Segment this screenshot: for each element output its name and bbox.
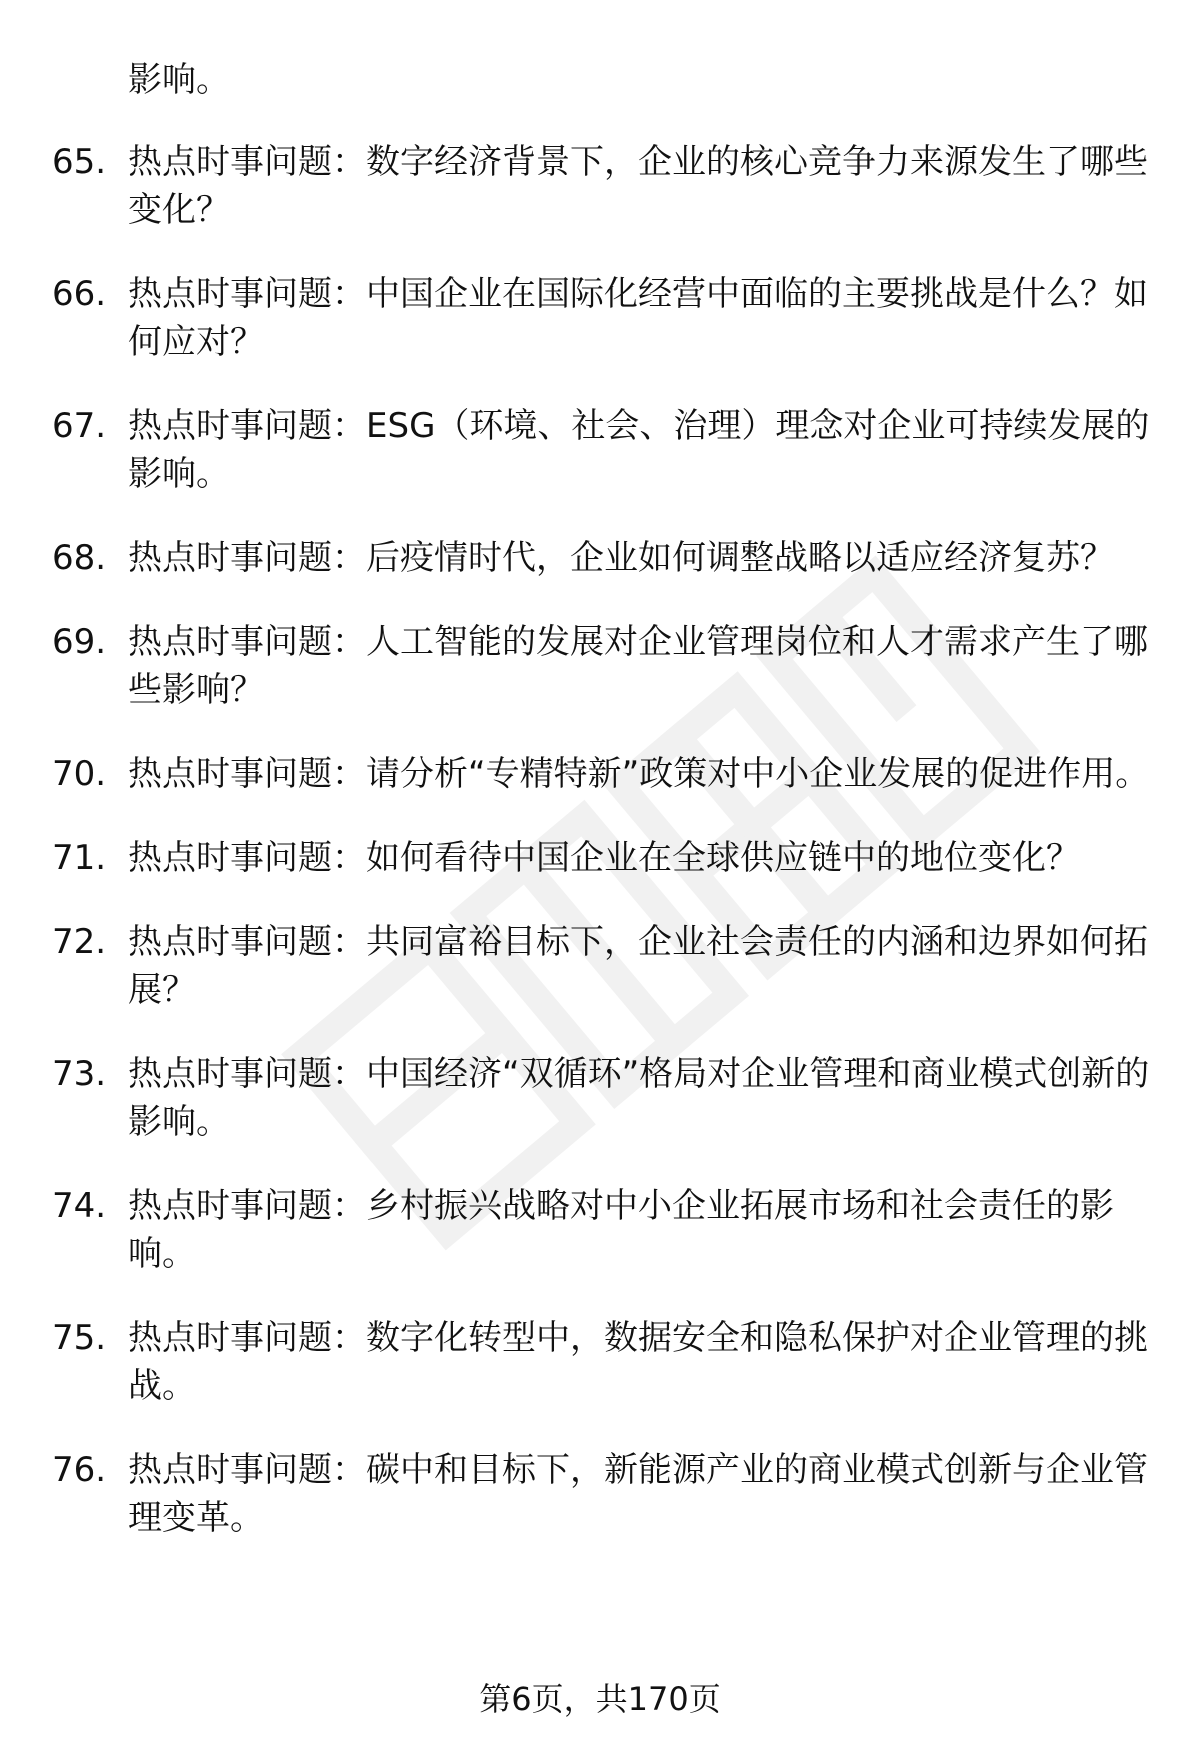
item-text: 热点时事问题：数字化转型中，数据安全和隐私保护对企业管理的挑战。	[128, 1318, 1148, 1406]
item-text: 热点时事问题：后疫情时代，企业如何调整战略以适应经济复苏？	[128, 538, 1114, 578]
item-text: 热点时事问题：中国经济“双循环”格局对企业管理和商业模式创新的影响。	[128, 1054, 1150, 1142]
list-item	[52, 1314, 1152, 1410]
list-item	[52, 918, 1152, 1014]
question-list	[52, 138, 1152, 1542]
item-text: 热点时事问题：碳中和目标下，新能源产业的商业模式创新与企业管理变革。	[128, 1450, 1148, 1538]
list-item	[52, 1446, 1152, 1542]
item-text: 热点时事问题：数字经济背景下，企业的核心竞争力来源发生了哪些变化？	[128, 142, 1148, 230]
list-item	[52, 750, 1152, 798]
item-text: 热点时事问题：ESG（环境、社会、治理）理念对企业可持续发展的影响。	[128, 406, 1150, 494]
item-number: 68.	[52, 538, 107, 578]
item-number: 76.	[52, 1450, 107, 1490]
list-item	[52, 534, 1152, 582]
item-text: 热点时事问题：共同富裕目标下，企业社会责任的内涵和边界如何拓展？	[128, 922, 1148, 1010]
item-text: 热点时事问题：乡村振兴战略对中小企业拓展市场和社会责任的影响。	[128, 1186, 1114, 1274]
item-number: 71.	[52, 838, 107, 878]
item-number: 66.	[52, 274, 107, 314]
item-text: 热点时事问题：如何看待中国企业在全球供应链中的地位变化？	[128, 838, 1080, 878]
item-number: 75.	[52, 1318, 107, 1358]
item-text: 热点时事问题：请分析“专精特新”政策对中小企业发展的促进作用。	[128, 754, 1150, 794]
page-footer: 第6页，共170页	[479, 1680, 721, 1718]
list-item	[52, 138, 1152, 234]
list-item	[52, 1050, 1152, 1146]
continuation-text: 影响。	[128, 60, 230, 100]
item-number: 65.	[52, 142, 107, 182]
item-number: 69.	[52, 622, 107, 662]
item-number: 67.	[52, 406, 107, 446]
item-number: 74.	[52, 1186, 107, 1226]
item-text: 热点时事问题：中国企业在国际化经营中面临的主要挑战是什么？如何应对？	[128, 274, 1148, 362]
item-number: 70.	[52, 754, 107, 794]
content-area	[52, 56, 1152, 1578]
list-item	[52, 1182, 1152, 1278]
list-item	[52, 618, 1152, 714]
list-item	[52, 402, 1152, 498]
item-text: 热点时事问题：人工智能的发展对企业管理岗位和人才需求产生了哪些影响？	[128, 622, 1148, 710]
list-item	[52, 834, 1152, 882]
list-item	[52, 270, 1152, 366]
item-number: 73.	[52, 1054, 107, 1094]
item-number: 72.	[52, 922, 107, 962]
